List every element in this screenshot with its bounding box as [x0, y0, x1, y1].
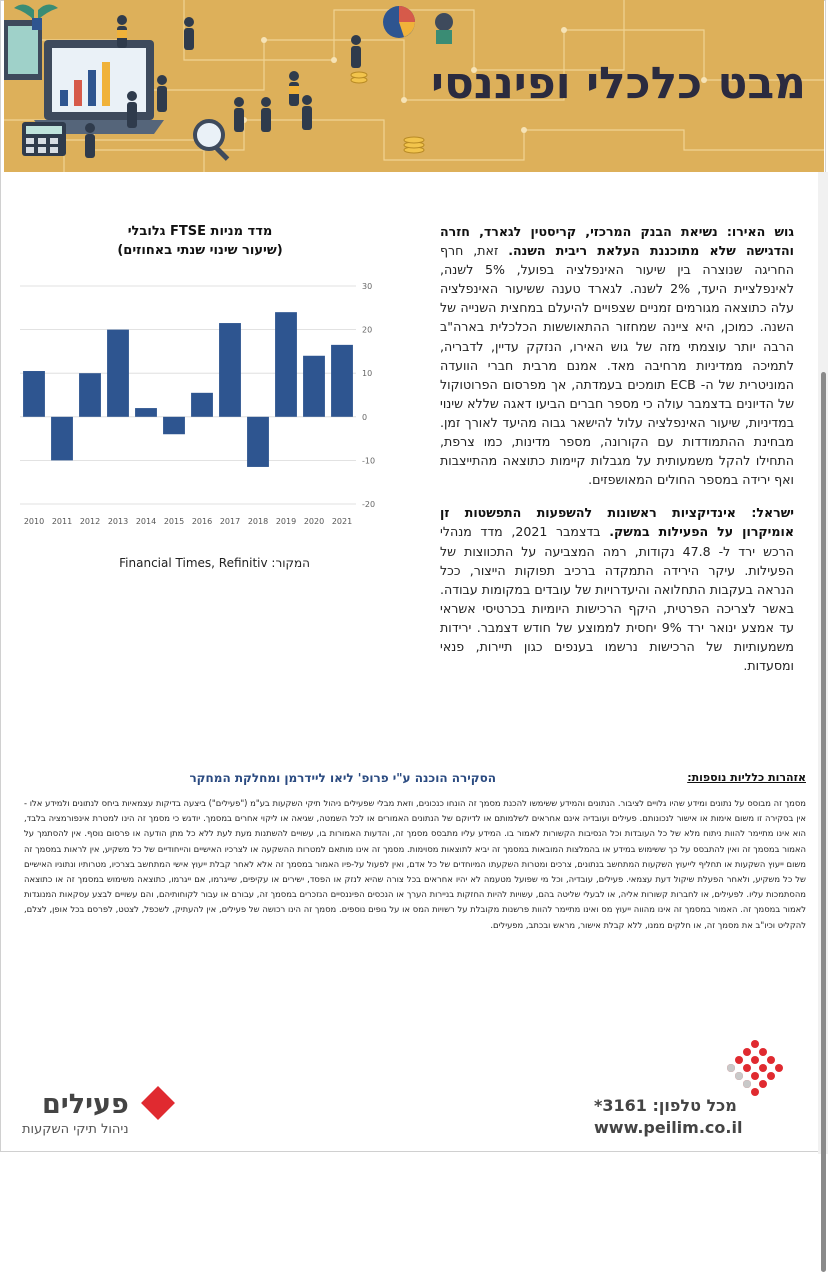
dots-logo-icon: [720, 1038, 790, 1098]
chart-source: המקור: Financial Times, Refinitiv: [119, 556, 310, 570]
bar-2020: [303, 356, 325, 417]
israel-paragraph: [440, 503, 794, 675]
bar-2014: [135, 408, 157, 417]
page-title: מבט כלכלי ופיננסי: [431, 58, 806, 109]
y-tick-label: -10: [362, 456, 376, 466]
bar-chart: [16, 278, 384, 530]
bar-2017: [219, 323, 241, 417]
y-tick-label: -20: [362, 500, 376, 509]
header-banner: [4, 0, 824, 172]
israel-body: בדצמבר 2021, מדד מנהלי הרכש ירד ל- 47.8 נקודות, רמה המצביעה על התכווצות של הפעילות. עיקר הירידה התמקדה ברכיב תפוקות הייצור, ככל הנראה בעקבות התחלואה והיעדרויות של עובדים במקומות עבודה. באשר לצריכה הפרטית, היקף הרכישות היומיות בכרטיסי אשראי עד אמצע ינואר ירד 9% יחסית לממוצע של חודש דצמבר. ירידות משמעותיות של הרכישות נרשמו בענפים כגון תיירות, פנאי ומסעדות.: [440, 524, 794, 674]
bar-2019: [275, 312, 297, 417]
x-tick-label: 2020: [303, 517, 325, 526]
scrollbar-thumb[interactable]: [821, 372, 826, 1272]
disclaimer-body: מסמך זה מבוסס על נתונים ומידע שהיו גלויים לציבור. הנתונים והמידע ששימשו להכנת מסמך זה הונחו כנכונים, וזאת מבלי שפעילים ניהול תיקי השקעות בע"מ ("פעילים") ביצעה בדיקות עצמאיות ביחס לנתונים ולמידע אלו - אין בסקירה זו משום אימות או אישור לנכונותם. פעילים ועובדיה אינם אחראים לשלמותם או לדיוקם של הנתונים האמורים או לכל השמטה, שגיאה או ליקוי אחרים במסמך. יודגש כי מסמך זה הינו למטרת אינפורמציה בלבד, הוא אינו מתיימר להוות ניתוח מלא של כל העובדות וכל הנסיבות הקשורות לאמור בו. המידע עליו מתבסס מסמך זה, והדעות האמורות בו, עשויים להשתנות מעת לעת ללא כל מתן הודעה או פרסום נוסף. אין להסתמך על האמור במסמך זה ואין להתבסס על כך ששימוש במידע או בהמלצות המובאות במסמך זה יביא לתוצאות מסוימות. מסמך זה אינו מותאם למטרות ההשקעה או לצרכיו האישיים והייחודיים של כל משקיע, אין לראות במסמך זה משום ייעוץ השקעות או תחליף לייעוץ השקעות המתחשב בנתונים, צרכים ומטרות השקעתו המיוחדים של כל אדם, ואין לפעול על-פיו האמור במסמך זה אלא לאחר קבלת ייעוץ אישי המתחשב בצרכיו, מטרותיו ונתוניו האישיים של כל משקיע, ולאחר הפעלת שיקול דעת עצמאי. פעילים, עובדיה, וכל מי שפועל מטעמה לא יהיו אחראים בכל צורה שהיא לנזק או הפסד, ישירים או עקיפים, שייגרמו, אם ייגרמו, כתוצאה משימוש במסמך זה או כתוצאה מהסתמכות עליו. לפעילים, או לחברות קשורות אליה, או לבעלי שליטה בהם, עשויות להיות החזקות בניירות הערך או הנכסים הפיננסיים הנזכרים במסמך זה, עבורם או עבור לקוחותיהם, והם עשויים לבצע עסקאות המנוגדות לאמור במסמך זה. האמור במסמך זה אינו מהווה ייעוץ מס ואינו מתיימר להוות פרשנות מקובלת על רשויות המס או על גופים נוספים. מסמך זה הינו רכושה של פעילים, אין להעתיק, לשכפל, לצטט, לפרסם בכל אופן, לצלם, להקליט וכיו"ב את מסמך זה, או חלקים ממנו, ללא קבלת אישור, מראש ובכתב, מפעילים.: [24, 798, 806, 930]
logo-name: פעילים: [42, 1089, 129, 1120]
bar-2012: [79, 373, 101, 417]
y-tick-label: 20: [362, 325, 373, 335]
contact-phone: מכל טלפון: 3161*: [594, 1096, 737, 1115]
x-tick-label: 2011: [51, 517, 73, 526]
x-tick-label: 2016: [191, 517, 213, 526]
chart-x-ticks: [24, 517, 352, 526]
bar-2015: [163, 417, 185, 434]
x-tick-label: 2021: [331, 517, 353, 526]
article-column: [440, 222, 794, 689]
eurozone-body: זאת, חרף החריגה שנוצרה בין שיעור האינפלציה בפועל, 5% לשנה, לאינפלציית היעד, 2% לשנה. לגארד טענה ששיעור האינפלציה עלה כתוצאה מגורמים זמניים שצפויים להיעלם במחצית השנייה של השנה. כמוכן, היא ציינה שמחזור ההתאוששות הכלכלית בארה"ב הרבה יותר עוצמתי מזה של גוש האירו, הנזקק עדיין, לדבריה, לתמיכה ממדיניות מרחיבה מאד. אמנם מרבית חברי הוועדה המוניטרית של ה- ECB תומכים בעמדתה, אך מפרסום הפרוטוקול של הדיונים בדצמבר עולה כי מספר חברים הביעו דאגה שללא שינוי במדיניות, שיעור האינפלציה עלול להישאר גבוה מהיעד לאורך זמן. מבחינת ההתמודדות עם הקורונה, מספר מדינות, כמו צרפת, התחילו להקל משמעותית על מגבלות קיימות כתוצאה מהתייצבות ואף ירידה במספר החולים המאושפזים.: [440, 243, 794, 488]
bar-2011: [51, 417, 73, 461]
x-tick-label: 2019: [275, 517, 297, 526]
x-tick-label: 2017: [219, 517, 241, 526]
x-tick-label: 2010: [23, 517, 45, 526]
x-tick-label: 2015: [163, 517, 185, 526]
bar-2021: [331, 345, 353, 417]
eurozone-heading: גוש האירו: נשיאת הבנק המרכזי, קריסטין לגארד, חזרה והדגישה שלא מתוכננת העלאת ריבית השנה.: [440, 224, 794, 259]
bar-2016: [191, 393, 213, 417]
disclaimer-heading: אזהרות כלליות נוספות:: [687, 771, 806, 784]
bar-2010: [23, 371, 45, 417]
x-tick-label: 2018: [247, 517, 269, 526]
y-tick-label: 0: [362, 412, 368, 422]
contact-website[interactable]: www.peilim.co.il: [594, 1118, 743, 1137]
bar-2013: [107, 330, 129, 417]
scrollbar-track[interactable]: [818, 172, 828, 1154]
chart-title: מדד מניות FTSE גלובלי: [127, 224, 273, 239]
bar-2018: [247, 417, 269, 467]
logo-tagline: ניהול תיקי השקעות: [22, 1122, 129, 1137]
israel-heading: ישראל: אינדיקציות ראשונות להשפעות התפשטות זן אומיקרון על הפעילות במשק.: [440, 505, 794, 540]
chart-title-block: [20, 222, 380, 260]
x-tick-label: 2012: [79, 517, 101, 526]
y-tick-label: 10: [362, 369, 373, 379]
eurozone-paragraph: [440, 222, 794, 489]
y-tick-label: 30: [362, 282, 373, 291]
x-tick-label: 2013: [107, 517, 129, 526]
x-tick-label: 2014: [135, 517, 157, 526]
chart-subtitle: (שיעור שינוי שנתי באחוזים): [117, 243, 283, 258]
chart-bars: [23, 312, 353, 467]
peilim-logo-icon: [140, 1085, 176, 1121]
chart-y-ticks: [362, 282, 375, 509]
research-credit: הסקירה הוכנה ע"י פרופ' ליאו ליידרמן ומחלקת המחקר: [189, 771, 496, 785]
